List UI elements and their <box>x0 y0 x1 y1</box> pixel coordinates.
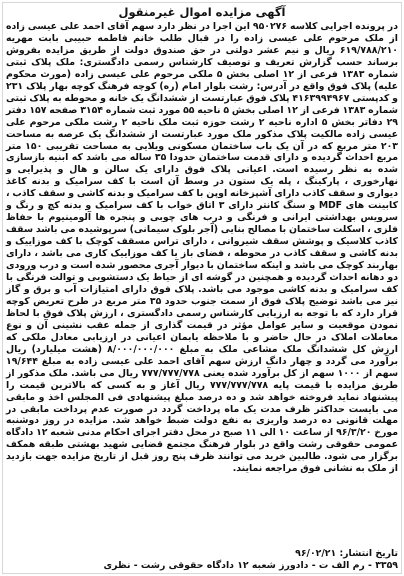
notice-title: آگهی مزایده اموال غیرمنقول <box>118 5 286 19</box>
notice-footer <box>6 548 398 572</box>
publication-date: تاریخ انتشار: ۹۶/۰۲/۲۱ <box>295 548 398 559</box>
notice-body: در پرونده اجرایی کلاسه ۹۵۰۲۷۶ این اجرا در نظر دارد سهم آقای احمد علی عیسی زاده از ملک مرحوم علی عیسی زاده را در قبال طلب خانم فاطمه حبیبی بابت مهریه ۶۱۹/۷۸۸/۲۱۰ ریال و نیم عشر دولتی در حق صندوق دولت از طریق مزایده بفروش برساند حسب گزارش تعریف و توصیف کارشناس رسمی دادگستری: ملک پلاک ثبتی شماره ۱۳۸۳ فرعی از ۱۲ اصلی بخش ۵ ملکی مرحوم علی عیسی زاده (مورث محکوم علیه) پلاک فوق واقع در آدرس: رشت بلوار امام (ره) کوچه فرهنگ کوچه بهار پلاک ۲۳۱ و کدپستی ۴۱۶۳۹۹۴۹۶۷ پلاک فوق عبارتست از ششدانگ یک خانه و محوطه به پلاک ثبتی شماره ۱۳۸۳ فرعی از ۱۲ اصلی بخش ۵ ناحیه ۵۵ مورد ثبت شماره ۳۱۵۴ صفحه ۱۵۷ دفتر ۲۹ دفاتر بخش ۵ اداره ناحیه ۲ رشت حوزه ثبت ملک ناحیه ۲ رشت ملکی مرحوم علی عیسی زاده مالکیت پلاک مذکور ملک مورد عبارتست از ششدانگ یک عرصه به مساحت ۲۰۳ متر مربع که در آن یک باب ساختمان مسکونی ویلایی به مساحت تقریبی ۱۵۰ متر مربع احداث گردیده و دارای قدمت ساختمان حدودا ۳۵ ساله می باشد که ابنیه بازسازی شده به نظر رسیده است. اعیانی پلاک فوق دارای یک سالن و هال و پذیرایی و نهارخوری ، پارکینگ ، پله یک ستون در وسط آن است با کف سرامیک و بدنه کاغذ دیواری و سقف کاذب دارای آشپزخانه اوپن با کف سرامیک و بدنه کاشی و سقف کاذب ، کابینت های MDF و سنگ کانتر دارای ۳ اتاق خواب با کف سرامیک و بدنه کچ و رنگ و سرویس بهداشتی ایرانی و فرنگی و درب های چوبی و پنجره ها آلومینیوم با حفاظ فلزی ، اسکلت ساختمان با مصالح بنایی (آجر بلوک سیمانی) سرپوشیده می باشد سقف کاذب کلاسیک و پوشش سقف شیروانی ، دارای تراس مسقف کوچک با کف موزاییک و بدنه کاشی و سقف کاذب در محوطه ، فضای باز با کف موزاییک کاری می باشد ، دارای بهاربند کوچک می باشد و اینکه ساختمان با دیوار آجری محصور شده است و درب ورودی دو دهانه احداث گردیده و همچنین در گوشه ای از حیاط یک دستشویی و توالت فرنگی با کف سرامیک و بدنه کاشی موجود می باشد. پلاک فوق دارای امتیازات آب و برق و گاز نیز می باشد توضیح پلاک فوق از سمت جنوب حدود ۳۵ متر مربع در طرح تعریض کوچه قرار دارد که با توجه به ارزیابی کارشناس رسمی دادگستری ، ارزش پلاک فوق با لحاظ نمودن موقعیت و سایر عوامل مؤثر در قیمت گذاری از جمله عقب نشینی آن و نوع معاملات املاک در حال حاضر و با ملاحظه یابمان اعیانی در ارزیابی معادل ملکی که ارزش کل ششدانگ ملک مشاعی ملک به مبلغ ۸/۰۰۰/۰۰۰/۰۰۰ (هشت میلیارد) ریال برآورد می گردد و چهار دانگ ارزش سهم آقای احمد علی عیسی زاده به مبلغ ۱۹/۶۴۴ سهم از ۱۰۰۰ سهم از کل برآورد شده یعنی ۷۷۷/۷۷۷/۷۷۸ ریال می باشد. ملک مذکور از طریق مزایده با قیمت پایه ۷۷۷/۷۷۷/۷۷۸ ریال آغاز و به کسی که بالاترین قیمت را پیشنهاد نماید فروخته خواهد شد و ده درصد مبلغ پیشنهادی فی المجلس اخذ و مابقی می بایست حداکثر ظرف مدت یک ماه پرداخت گردد در صورت عدم پرداخت مابقی در مهلت قانونی ده درصد واریزی به نفع دولت ضبط خواهد شد. مزایده در روز دوشنبه مورخ ۹۶/۳/۲۰ از ساعت ۱۰ الی ۱۱ صبح در محل دفتر اجرای احکام مدنی شعبه ۱۲ دادگاه عمومی حقوقی رشت واقع در بلوار فرهنگ مجتمع قضایی شهید بهشتی طبقه همکف برگزار می شود. طالبین خرید می توانند ظرف پنج روز قبل از تاریخ مزایده جهت بازدید از ملک به نشانی فوق مراجعه نمایند. <box>6 21 399 475</box>
signature-line: ۳۳۵۹ - رم الف ت - دادورز شعبه ۱۲ دادگاه حقوقی رشت - نظری <box>103 560 398 571</box>
